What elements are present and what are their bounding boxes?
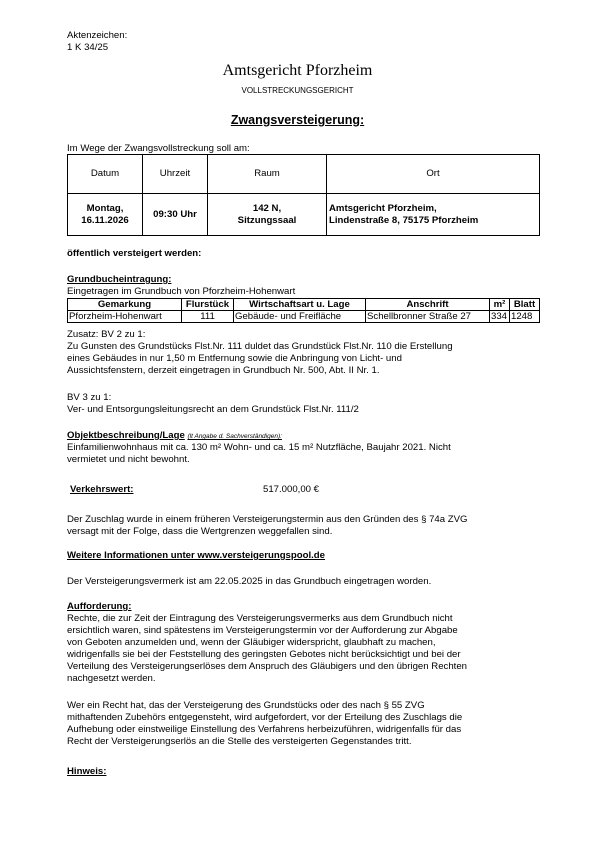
aufforderung-paragraph-2 bbox=[67, 700, 529, 748]
grundbuch-header-row bbox=[68, 299, 540, 311]
aufforderung-line: nachgesetzt werden. bbox=[67, 673, 156, 684]
court-subtitle: VOLLSTRECKUNGSGERICHT bbox=[241, 86, 354, 95]
vermerk-text: Der Versteigerungsvermerk ist am 22.05.2025 in das Grundbuch eingetragen worden. bbox=[67, 576, 432, 587]
intro-text: Im Wege der Zwangsvollstreckung soll am: bbox=[67, 143, 250, 154]
aufforderung-line: ersichtlich waren, sind spätestens im Versteigerungstermin vor der Aufforderung zur Abgabe bbox=[67, 625, 458, 636]
aktenzeichen: 1 K 34/25 bbox=[67, 42, 109, 53]
page-title: Zwangsversteigerung: bbox=[230, 113, 365, 127]
termin-header-raum: Raum bbox=[208, 155, 327, 194]
termin-datum-weekday: Montag, bbox=[86, 202, 124, 214]
termin-raum bbox=[208, 194, 327, 236]
aufforderung-line: Recht der Versteigerungserlös an die Stelle des versteigerten Gegenstandes tritt. bbox=[67, 736, 412, 747]
termin-header-ort: Ort bbox=[327, 155, 540, 194]
col-blatt: Blatt bbox=[510, 299, 540, 311]
termin-uhrzeit: 09:30 Uhr bbox=[143, 194, 208, 236]
weitere-informationen: Weitere Informationen unter www.versteigerungspool.de bbox=[67, 550, 326, 561]
verkehrswert-value: 517.000,00 € bbox=[263, 484, 320, 495]
termin-ort-address: Lindenstraße 8, 75175 Pforzheim bbox=[329, 214, 479, 226]
zuschlag-line: versagt mit der Folge, dass die Wertgrenzen weggefallen sind. bbox=[67, 526, 333, 537]
hinweis-heading: Hinweis: bbox=[67, 766, 107, 777]
objekt-heading-label: Objektbeschreibung/Lage bbox=[67, 430, 185, 441]
col-flurstueck: Flurstück bbox=[182, 299, 234, 311]
aufforderung-paragraph-1 bbox=[67, 613, 529, 685]
aufforderung-heading: Aufforderung: bbox=[67, 601, 132, 612]
col-wirtschaftsart: Wirtschaftsart u. Lage bbox=[234, 299, 366, 311]
col-anschrift: Anschrift bbox=[366, 299, 490, 311]
cell-flaeche: 334 bbox=[490, 311, 510, 323]
aufforderung-line: von Geboten anzumelden und, wenn der Gläubiger widerspricht, glaubhaft zu machen, bbox=[67, 637, 436, 648]
cell-anschrift: Schellbronner Straße 27 bbox=[366, 311, 490, 323]
zusatz-line: eines Gebäudes in nur 1,50 m Entfernung sowie die Anbringung von Licht- und bbox=[67, 353, 402, 364]
aufforderung-line: Wer ein Recht hat, das der Versteigerung des Grundstücks oder des nach § 55 ZVG bbox=[67, 700, 425, 711]
zusatz-line: Aussichtsfenstern, derzeit eingetragen in Grundbuch Nr. 500, Abt. II Nr. 1. bbox=[67, 365, 380, 376]
objekt-line: Einfamilienwohnhaus mit ca. 130 m² Wohn- und ca. 15 m² Nutzfläche, Baujahr 2021. Nicht bbox=[67, 442, 451, 453]
grundbuch-subheading: Eingetragen im Grundbuch von Pforzheim-Hohenwart bbox=[67, 286, 296, 297]
zusatz-line: BV 3 zu 1: bbox=[67, 392, 112, 403]
cell-wirtschaftsart: Gebäude- und Freifläche bbox=[234, 311, 366, 323]
cell-flurstueck: 111 bbox=[182, 311, 234, 323]
cell-blatt: 1248 bbox=[510, 311, 540, 323]
zusatz-bv3-block bbox=[67, 392, 529, 416]
termin-header-datum: Datum bbox=[68, 155, 143, 194]
cell-gemarkung: Pforzheim-Hohenwart bbox=[68, 311, 182, 323]
aufforderung-line: mithaftenden Zubehörs entgegensteht, wird aufgefordert, vor der Erteilung des Zuschlags die bbox=[67, 712, 463, 723]
court-title: Amtsgericht Pforzheim bbox=[222, 62, 373, 79]
termin-datum-date: 16.11.2026 bbox=[81, 214, 129, 226]
verkehrswert-label: Verkehrswert: bbox=[70, 484, 134, 495]
aktenzeichen-label: Aktenzeichen: bbox=[67, 30, 128, 41]
zusatz-line: Zusatz: BV 2 zu 1: bbox=[67, 329, 146, 340]
aufforderung-line: Aufhebung oder einstweilige Einstellung des Verfahrens herbeizuführen, widrigenfalls für das bbox=[67, 724, 462, 735]
termin-table bbox=[67, 154, 540, 236]
termin-datum bbox=[68, 194, 143, 236]
termin-ort bbox=[327, 194, 540, 236]
table-row bbox=[68, 311, 540, 323]
zuschlag-text bbox=[67, 514, 529, 538]
zusatz-line: Ver- und Entsorgungsleitungsrecht an dem Grundstück Flst.Nr. 111/2 bbox=[67, 404, 359, 415]
termin-data-row bbox=[68, 194, 540, 236]
zuschlag-line: Der Zuschlag wurde in einem früheren Versteigerungstermin aus den Gründen des § 74a ZVG bbox=[67, 514, 468, 525]
zusatz-block bbox=[67, 329, 529, 377]
zusatz-line: Zu Gunsten des Grundstücks Flst.Nr. 111 duldet das Grundstück Flst.Nr. 110 die Erstellung bbox=[67, 341, 453, 352]
termin-header-row bbox=[68, 155, 540, 194]
objekt-line: vermietet und nicht bewohnt. bbox=[67, 454, 190, 465]
versteigert-text: öffentlich versteigert werden: bbox=[67, 248, 202, 259]
aufforderung-line: widrigenfalls sie bei der Feststellung des geringsten Gebotes nicht berücksichtigt und bei der bbox=[67, 649, 461, 660]
objekt-heading-note: (lt Angabe d. Sachverständigen): bbox=[187, 433, 282, 440]
termin-ort-court: Amtsgericht Pforzheim, bbox=[329, 202, 437, 214]
termin-raum-name: Sitzungssaal bbox=[237, 214, 297, 226]
aufforderung-line: Verteilung des Versteigerungserlöses dem Anspruch des Gläubigers und den übrigen Rechten bbox=[67, 661, 467, 672]
col-gemarkung: Gemarkung bbox=[68, 299, 182, 311]
termin-header-uhrzeit: Uhrzeit bbox=[143, 155, 208, 194]
aufforderung-line: Rechte, die zur Zeit der Eintragung des Versteigerungsvermerks aus dem Grundbuch nicht bbox=[67, 613, 453, 624]
objekt-description bbox=[67, 442, 529, 466]
grundbuch-table bbox=[67, 298, 540, 323]
grundbuch-heading: Grundbucheintragung: bbox=[67, 274, 172, 285]
col-flaeche: m² bbox=[490, 299, 510, 311]
termin-raum-number: 142 N, bbox=[252, 202, 282, 214]
